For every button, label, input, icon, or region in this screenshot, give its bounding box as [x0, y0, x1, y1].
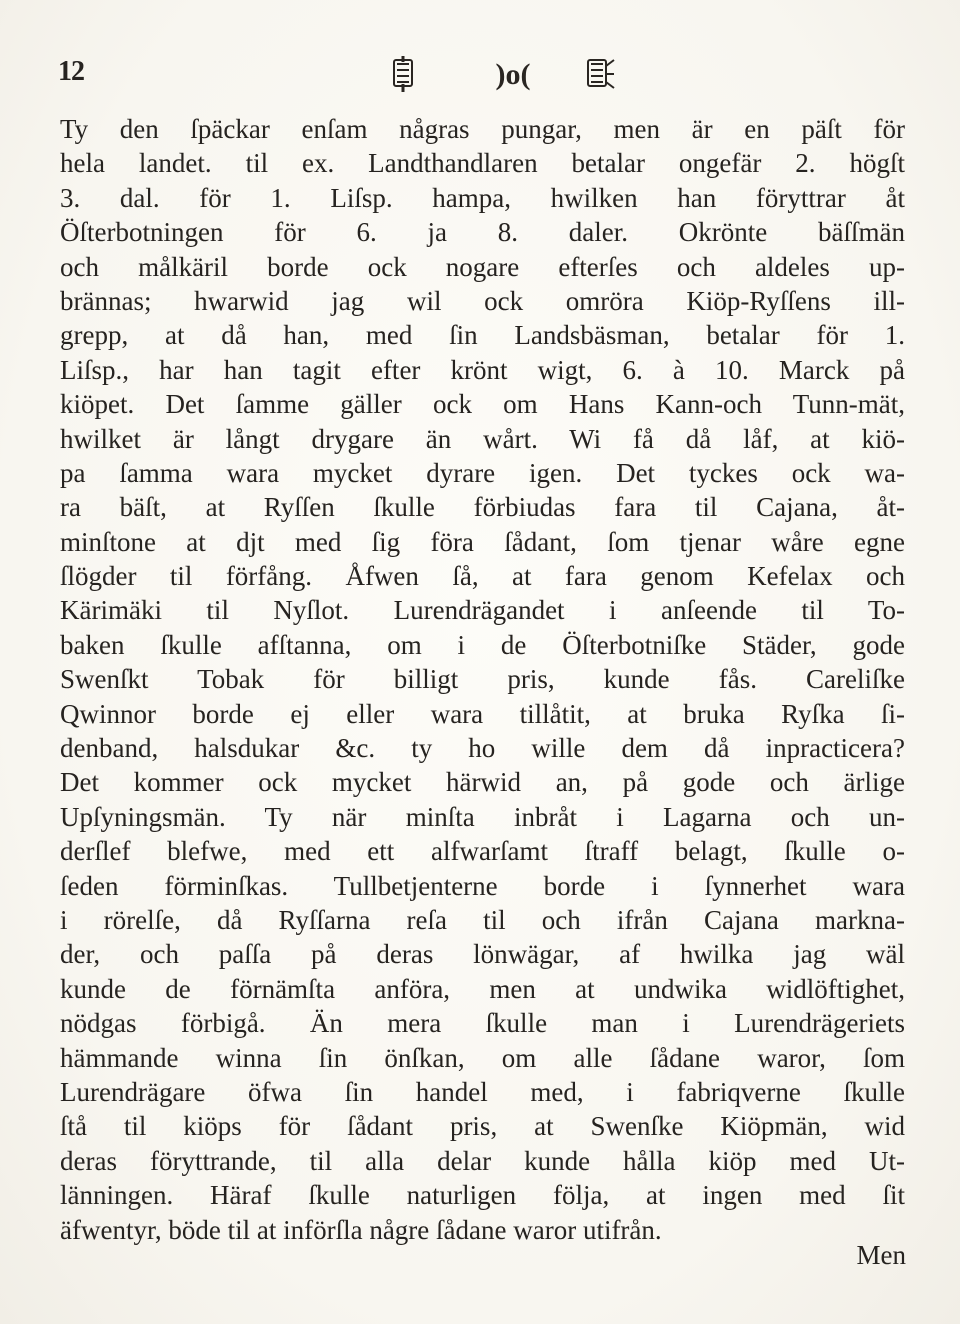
text-line: denband, halsdukar &c. ty ho wille dem då inpracticera? — [60, 733, 905, 764]
text-line: nödgas förbigå. Än mera ſkulle man i Lurendrägeriets — [60, 1008, 905, 1039]
text-line: äfwentyr, böde til at införſla någre ſådane waror utifrån. — [60, 1214, 662, 1245]
right-flower-icon — [588, 60, 614, 88]
text-line: Upſyningsmän. Ty när minſta inbråt i Lagarna och un- — [60, 801, 905, 832]
header-ornament — [388, 54, 638, 94]
text-line: Lurendrägare öfwa ſin handel med, i fabriqverne ſkulle — [60, 1076, 905, 1107]
text-line: hwilket är långt drygare än wårt. Wi få då låf, at kiö- — [60, 423, 905, 454]
text-line: deras föryttrande, til alla delar kunde hålla kiöp med Ut- — [60, 1145, 905, 1176]
text-line: Liſsp., har han tagit efter krönt wigt, 6. à 10. Marck på — [60, 354, 905, 385]
text-line: pa ſamma wara mycket dyrare igen. Det tyckes ock wa- — [60, 457, 905, 488]
text-line: och målkäril borde ock nogare efterſes och aldeles up- — [60, 251, 905, 282]
text-line: Qwinnor borde ej eller wara tillåtit, at bruka Ryſka ſi- — [60, 698, 905, 729]
text-line: der, och paſſa på deras lönwägar, af hwilka jag wäl — [60, 939, 905, 970]
text-line: Öſterbotningen för 6. ja 8. daler. Okrönte bäſſmän — [60, 217, 905, 248]
page-number: 12 — [58, 56, 84, 87]
text-line: minſtone at djt med ſig föra ſådant, ſom tjenar wåre egne — [60, 526, 905, 557]
ornament-center: )o( — [495, 58, 531, 91]
text-line: Swenſkt Tobak för billigt pris, kunde fås. Careliſke — [60, 664, 905, 695]
text-line: i rörelſe, då Ryſſarna reſa til och ifrån Cajana markna- — [60, 904, 905, 935]
text-line: ſlögder til förfång. Åfwen ſå, at fara genom Kefelax och — [60, 561, 905, 592]
text-line: länningen. Häraf ſkulle naturligen följa, at ingen med ſit — [60, 1180, 905, 1211]
text-line: ſtå til kiöps för ſådant pris, at Swenſke Kiöpmän, wid — [60, 1111, 905, 1142]
text-line: hela landet. til ex. Landthandlaren betalar ongefär 2. högſt — [60, 148, 905, 179]
text-line: Ty den ſpäckar enſam någras pungar, men är en päſt för — [60, 114, 905, 144]
text-line: 3. dal. för 1. Liſsp. hampa, hwilken han föryttrar åt — [60, 182, 905, 213]
text-line: kiöpet. Det ſamme gäller ock om Hans Kann-och Tunn-mät, — [60, 389, 905, 420]
text-line: Kärimäki til Nyſlot. Lurendrägandet i anſeende til To- — [60, 595, 905, 626]
text-line: derſlef blefwe, med ett alfwarſamt ſtraff belagt, ſkulle o- — [60, 836, 905, 867]
page-header — [58, 54, 908, 94]
text-line: grepp, at då han, med ſin Landsbäsman, betalar för 1. — [60, 320, 905, 351]
text-line: kunde de förnämſta anföra, men at undwika widlöftighet, — [60, 973, 905, 1004]
text-line: brännas; hwarwid jag wil ock omröra Kiöp-Ryſſens ill- — [60, 285, 905, 316]
text-line: hämmande winna ſin önſkan, om alle ſådane waror, ſom — [60, 1042, 905, 1073]
text-line: Det kommer ock mycket härwid an, på gode och ärlige — [60, 767, 905, 798]
text-line: baken ſkulle afſtanna, om i de Öſterbotniſke Städer, gode — [60, 629, 905, 660]
left-flower-icon — [394, 56, 412, 92]
body-text — [60, 112, 905, 1247]
text-line: ſeden förminſkas. Tullbetjenterne borde i ſynnerhet wara — [60, 870, 905, 901]
text-line: ra bäſt, at Ryſſen ſkulle förbiudas fara til Cajana, åt- — [60, 492, 905, 523]
catchword: Men — [856, 1240, 906, 1270]
